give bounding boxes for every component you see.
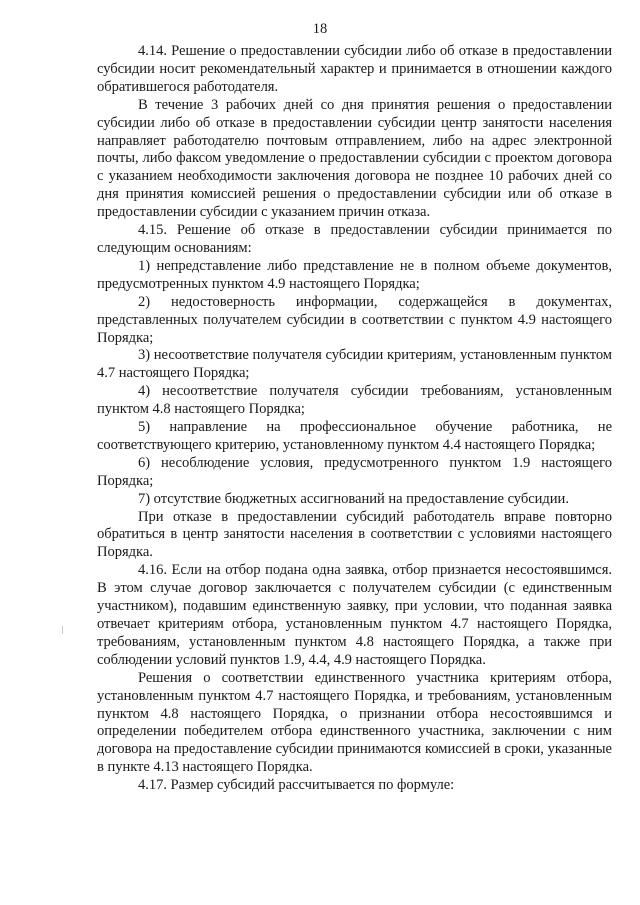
list-item-5: 5) направление на профессиональное обучение работника, не соответствующего критерию, установленному пунктом 4.4 настоящего Порядка; [97, 419, 612, 453]
list-item-4: 4) несоответствие получателя субсидии требованиям, установленным пунктом 4.8 настоящего Порядка; [97, 383, 612, 418]
paragraph-4-17: 4.17. Размер субсидий рассчитывается по формуле: [138, 777, 455, 794]
list-item-1: 1) непредставление либо представление не в полном объеме документов, предусмотренных пунктом 4.9 настоящего Порядка; [97, 257, 612, 292]
list-item-7: 7) отсутствие бюджетных ассигнований на предоставление субсидии. [138, 490, 569, 507]
page-number: 18 [312, 21, 328, 37]
paragraph-4-14: 4.14. Решение о предоставлении субсидии либо об отказе в предоставлении субсидии носит рекомендательный характер и принимается в отношении каждого обратившегося работодателя. [97, 43, 612, 95]
list-item-6: 6) несоблюдение условия, предусмотренного пунктом 1.9 настоящего Порядка; [97, 454, 612, 489]
document-body [97, 43, 612, 795]
list-item-2: 2) недостоверность информации, содержащейся в документах, представленных получателем субсидии в соответствии с пунктом 4.9 настоящего Порядка; [97, 293, 612, 346]
list-item-3: 3) несоответствие получателя субсидии критериям, установленным пунктом 4.7 настоящего Порядка; [97, 347, 612, 382]
paragraph-4-16: 4.16. Если на отбор подана одна заявка, отбор признается несостоявшимся. В этом случае договор заключается с получателем субсидии (с единственным участником), подавшим единственную заявку, при условии, что поданная заявка отвечает критериям отбора, установленным пунктом 4.7 настоящего Порядка, требованиям, установленным пунктом 4.8 настоящего Порядка, а также при соблюдении условий пунктов 1.9, 4.4, 4.9 настоящего Порядка. [97, 562, 612, 668]
paragraph-single-participant: Решения о соответствии единственного участника критериям отбора, установленным пунктом 4.7 настоящего Порядка, и требованиям, установленным пунктом 4.8 настоящего Порядка, о признании отбора несостоявшимся и определении победителем отбора единственного участника, заключении с ним договора на предоставление субсидии принимаются комиссией в сроки, указанные в пункте 4.13 настоящего Порядка. [97, 669, 612, 776]
paragraph-4-15: 4.15. Решение об отказе в предоставлении субсидии принимается по следующим основаниям: [97, 222, 612, 256]
paragraph-notification: В течение 3 рабочих дней со дня принятия решения о предоставлении субсидии либо об отказе в предоставлении субсидии центр занятости населения направляет работодателю почтовым отправлением, либо на адрес электронной почты, либо факсом уведомление о предоставлении субсидии с проектом договора с указанием необходимости заключения договора не позднее 10 рабочих дней со дня принятия комиссией решения о предоставлении субсидии или об отказе в предоставлении субсидии с указанием причин отказа. [97, 96, 612, 221]
scan-margin-mark [62, 626, 63, 634]
paragraph-refusal-reapply: При отказе в предоставлении субсидий работодатель вправе повторно обратиться в центр занятости населения в соответствии с условиями настоящего Порядка. [97, 508, 612, 561]
